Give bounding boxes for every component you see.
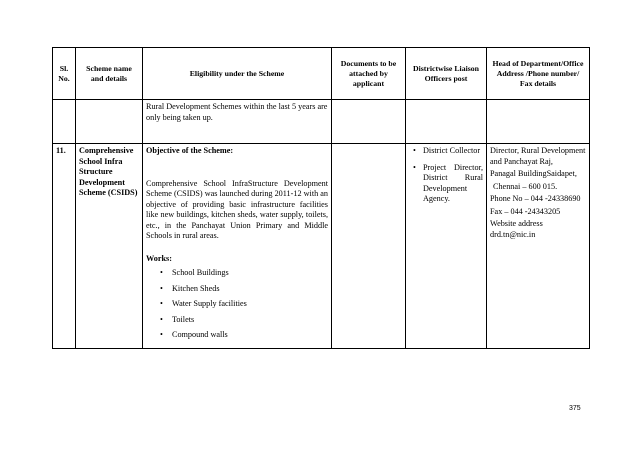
- objective-text: Comprehensive School InfraStructure Development Scheme (CSIDS) was launched during 2011-12 with an objective of providing basic infrastructure facilities like new buildings, kitchen sheds, water supply, toilets, etc., in the Panchayat Union Primary and Middle Schools in rural areas.: [146, 178, 328, 240]
- continuation-eligibility-cell: Rural Development Schemes within the last 5 years are only being taken up.: [143, 100, 332, 144]
- head-line: Panagal BuildingSaidapet,: [490, 169, 577, 178]
- list-item: • Kitchen Sheds: [146, 284, 328, 295]
- list-item: • Toilets: [146, 315, 328, 326]
- row11-head-of-department: [487, 144, 590, 349]
- list-item: • Project Director, District Rural Development Agency.: [409, 163, 483, 205]
- continuation-row: [53, 100, 590, 144]
- continuation-documents-cell: [332, 100, 406, 144]
- row11-liaison: [406, 144, 487, 349]
- objective-heading: Objective of the Scheme:: [146, 146, 234, 155]
- header-documents: Documents to be attached by applicant: [332, 48, 406, 100]
- header-row: [53, 48, 590, 100]
- row11-eligibility: [143, 144, 332, 349]
- head-line: Director, Rural Development and Panchayat Raj,: [490, 146, 586, 166]
- header-liaison-officers: Districtwise Liaison Officers post: [406, 48, 487, 100]
- continuation-head-cell: [487, 100, 590, 144]
- works-list: [146, 268, 328, 341]
- row11-sl-no: 11.: [53, 144, 76, 349]
- header-eligibility: Eligibility under the Scheme: [143, 48, 332, 100]
- header-sl-no: Sl. No.: [53, 48, 76, 100]
- list-item: • District Collector: [409, 146, 483, 157]
- scheme-table: [52, 47, 590, 349]
- head-line: Website address drd.tn@nic.in: [490, 219, 543, 239]
- list-item: • School Buildings: [146, 268, 328, 279]
- works-heading: Works:: [146, 253, 172, 263]
- table-row-11: [53, 144, 590, 349]
- head-line: Phone No – 044 -24338690: [490, 194, 581, 203]
- row11-documents: [332, 144, 406, 349]
- header-head-of-department: Head of Department/Office Address /Phone number/ Fax details: [487, 48, 590, 100]
- list-item: • Compound walls: [146, 330, 328, 341]
- row11-scheme-name: Comprehensive School Infra Structure Development Scheme (CSIDS): [76, 144, 143, 349]
- head-line: Fax – 044 -24343205: [490, 206, 561, 216]
- header-scheme-name: Scheme name and details: [76, 48, 143, 100]
- page-number: 375: [569, 405, 581, 412]
- liaison-list: [409, 146, 483, 205]
- continuation-liaison-cell: [406, 100, 487, 144]
- list-item: • Water Supply facilities: [146, 299, 328, 310]
- head-line: Chennai – 600 015.: [493, 181, 558, 191]
- continuation-scheme-cell: [76, 100, 143, 144]
- continuation-sl-cell: [53, 100, 76, 144]
